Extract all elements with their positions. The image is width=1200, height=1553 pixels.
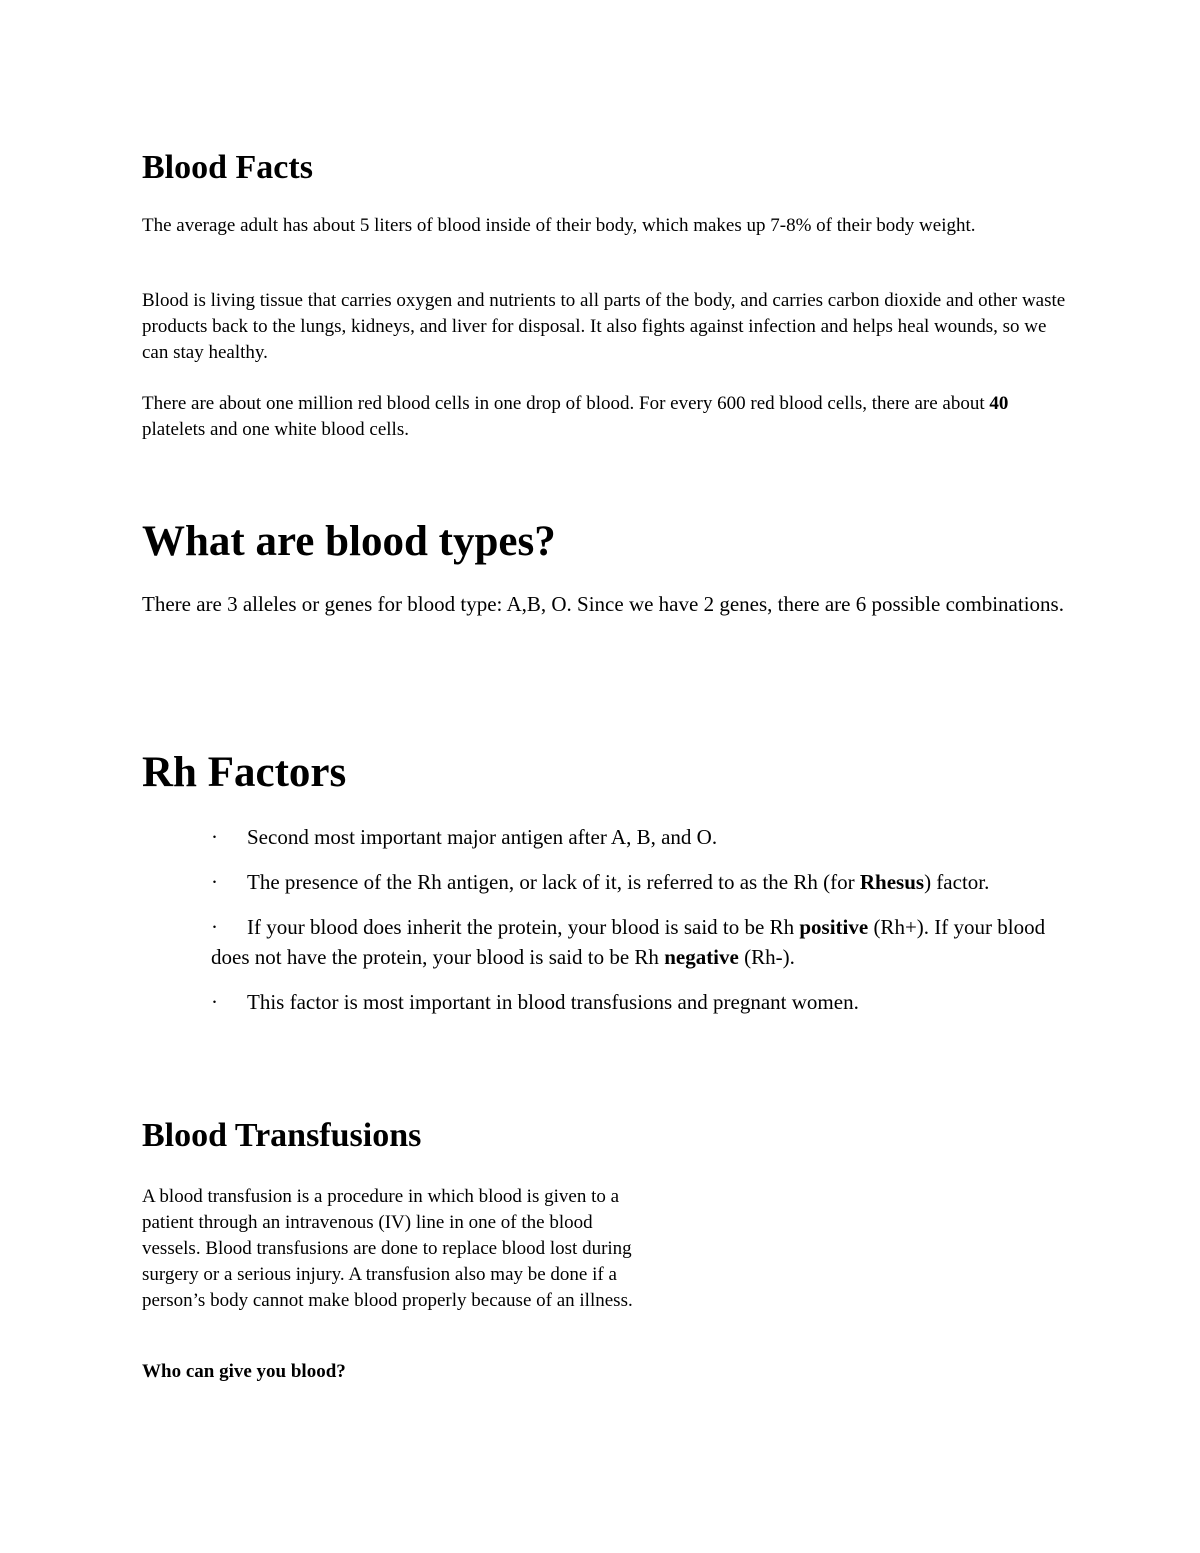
blood-facts-paragraph-2: Blood is living tissue that carries oxygen and nutrients to all parts of the body, and carries carbon dioxide and other waste products back to the lungs, kidneys, and liver for disposal. It also fights against infection and helps heal wounds, so we can stay healthy. [142, 290, 1066, 363]
list-item-text: ) factor. [924, 870, 990, 894]
paragraph-3-text-b: platelets and one white blood cells. [142, 419, 409, 440]
list-item [211, 987, 1081, 1017]
bullet-dot: · [211, 870, 218, 894]
paragraph-3-text-a: There are about one million red blood cells in one drop of blood. For every 600 red blood cells, there are about [142, 393, 990, 414]
blood-types-heading: What are blood types? [142, 518, 556, 565]
blood-types-paragraph: There are 3 alleles or genes for blood type: A,B, O. Since we have 2 genes, there are 6 possible combinations. [142, 592, 1064, 616]
list-item [211, 867, 1081, 897]
list-item [211, 822, 1081, 852]
rhesus-term: Rhesus [859, 870, 925, 894]
blood-transfusions-heading: Blood Transfusions [142, 1117, 422, 1154]
rh-factors-list [211, 822, 1081, 1017]
bullet-dot: · [211, 990, 218, 1014]
list-item-text: This factor is most important in blood transfusions and pregnant women. [247, 990, 859, 1014]
donor-question: Who can give you blood? [142, 1361, 346, 1382]
positive-term: positive [799, 915, 869, 939]
rh-factors-heading: Rh Factors [142, 749, 347, 796]
blood-facts-paragraph-3 [142, 391, 1054, 443]
blood-facts-heading: Blood Facts [142, 149, 313, 186]
platelet-count: 40 [989, 393, 1009, 414]
list-item-text: If your blood does inherit the protein, your blood is said to be Rh [247, 915, 800, 939]
list-item-text: Second most important major antigen after A, B, and O. [247, 825, 718, 849]
blood-facts-paragraph-1: The average adult has about 5 liters of blood inside of their body, which makes up 7-8% of their body weight. [142, 215, 976, 236]
negative-term: negative [664, 945, 739, 969]
list-item-text: The presence of the Rh antigen, or lack of it, is referred to as the Rh (for [247, 870, 860, 894]
list-item [211, 912, 1081, 972]
blood-transfusions-paragraph: A blood transfusion is a procedure in which blood is given to a patient through an intravenous (IV) line in one of the blood vessels. Blood transfusions are done to replace blood lost during surgery or a serious injury. A transfusion also may be done if a person’s body cannot make blood properly because of an illness. [142, 1186, 633, 1311]
bullet-dot: · [211, 915, 218, 939]
list-item-text: (Rh-). [738, 945, 795, 969]
bullet-dot: · [211, 825, 218, 849]
list-item-text: (Rh+). If your blood does not have the protein, your blood is said to be Rh [211, 915, 1046, 969]
